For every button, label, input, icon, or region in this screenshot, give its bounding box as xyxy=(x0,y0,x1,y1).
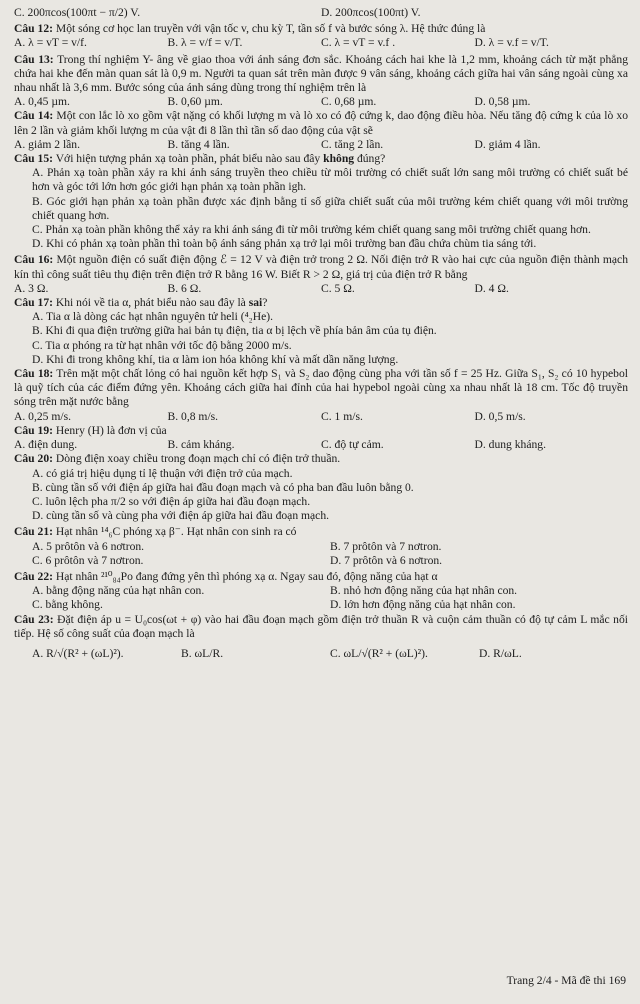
option-d: D. 0,58 µm. xyxy=(474,95,531,109)
question-stem-end: đúng? xyxy=(354,152,386,166)
question-stem: Một nguồn điện có suất điện động ℰ = 12 V và điện trở trong 2 Ω. Nối điện trở R vào hai cực của nguồn điện thành mạch kín thì công suất tiêu thụ điện trên điện trở R bằng 16 W. Biết R > 2 Ω, giá trị của điện trở R bằng xyxy=(14,253,628,281)
question-22 xyxy=(14,570,628,613)
option-c: C. 0,68 µm. xyxy=(321,95,377,109)
option-c: C. độ tự cảm. xyxy=(321,438,384,452)
previous-question-options xyxy=(14,6,628,20)
question-16 xyxy=(14,253,628,296)
option-b: B. ωL/R. xyxy=(181,646,224,660)
option-b: B. 7 prôtôn và 7 nơtron. xyxy=(330,539,442,553)
option-b: B. 6 Ω. xyxy=(167,281,202,295)
option-d: D. 200πcos(100πt) V. xyxy=(321,6,421,19)
option-a: A. 5 prôtôn và 6 nơtron. xyxy=(32,539,145,553)
option-d: D. giảm 4 lần. xyxy=(474,137,541,151)
question-stem: Dòng điện xoay chiều trong đoạn mạch chỉ có điện trở thuần. xyxy=(55,452,341,466)
option-d: D. λ = v.f = v/T. xyxy=(474,36,549,50)
question-18 xyxy=(14,367,628,424)
question-17 xyxy=(14,296,628,367)
question-stem: Trên mặt một chất lỏng có hai nguồn kết hợp S₁ và S₂ dao động cùng pha với tần số f = 25 Hz. Giữa S₁, S₂ có 10 hypebol là quỹ tích của các điểm đứng yên. Khoảng cách giữa hai đỉnh của hai hypebol ngoài cùng xa nhau nhất là 18 cm. Tốc độ truyền sóng trên mặt nước bằng xyxy=(14,367,628,409)
option-c: C. bằng không. xyxy=(32,598,103,612)
option-a: A. 3 Ω. xyxy=(14,281,49,295)
question-label: Câu 19: xyxy=(14,423,53,437)
option-d: D. dung kháng. xyxy=(474,438,546,452)
option-d: D. cùng tần số và cùng pha với điện áp giữa hai đầu đoạn mạch. xyxy=(32,509,330,523)
option-a: A. 0,45 µm. xyxy=(14,95,70,109)
option-a: A. λ = vT = v/f. xyxy=(14,36,87,50)
option-c: C. tăng 2 lần. xyxy=(321,137,384,151)
question-stem: Một con lắc lò xo gồm vật nặng có khối lượng m và lò xo có độ cứng k, dao động điều hòa. Nếu tăng độ cứng k của lò xo lên 2 lần và giảm khối lượng m của vật đi 8 lần thì tần số dao động của vật sẽ xyxy=(14,109,628,137)
question-21 xyxy=(14,525,628,568)
option-b: B. Khi đi qua điện trường giữa hai bản tụ điện, tia α bị lệch về phía bản âm của tụ điện. xyxy=(32,324,437,338)
option-c: C. luôn lệch pha π/2 so với điện áp giữa hai đầu đoạn mạch. xyxy=(32,494,311,508)
option-d: D. 7 prôtôn và 6 nơtron. xyxy=(330,553,443,567)
option-c: C. Tia α phóng ra từ hạt nhân với tốc độ bằng 2000 m/s. xyxy=(32,338,292,352)
option-c: C. ωL/√(R² + (ωL)²). xyxy=(330,646,428,660)
question-stem: Đặt điện áp u = U₀cos(ωt + φ) vào hai đầu đoạn mạch gồm điện trở thuần R và cuộn cảm thuần có độ tự cảm L mắc nối tiếp. Hệ số công suất của đoạn mạch là xyxy=(14,612,628,640)
option-a: A. bằng động năng của hạt nhân con. xyxy=(32,584,205,598)
option-a: A. Tia α là dòng các hạt nhân nguyên tử heli (⁴₂He). xyxy=(32,310,273,324)
option-c: C. 5 Ω. xyxy=(321,281,355,295)
option-b: B. λ = v/f = v/T. xyxy=(167,36,243,50)
question-label: Câu 20: xyxy=(14,452,53,466)
option-d: D. 4 Ω. xyxy=(474,281,509,295)
question-stem: Hạt nhân ¹⁴₆C phóng xạ β⁻. Hạt nhân con sinh ra có xyxy=(55,525,297,539)
option-d: D. 0,5 m/s. xyxy=(474,409,526,423)
question-13 xyxy=(14,53,628,110)
question-label: Câu 21: xyxy=(14,525,53,539)
option-a: A. giảm 2 lần. xyxy=(14,137,81,151)
option-c: C. 1 m/s. xyxy=(321,409,363,423)
question-stem: Trong thí nghiệm Y- âng về giao thoa với ánh sáng đơn sắc. Khoảng cách hai khe là 1,2 mm, khoảng cách từ mặt phẳng chứa hai khe đến màn quan sát là 0,9 m. Người ta quan sát trên màn được 9 vân sáng, khoảng cách giữa hai vân sáng ngoài cùng xa nhau nhất là 3,6 mm. Bước sóng của ánh sáng dùng trong thí nghiệm trên là xyxy=(14,52,628,95)
option-d: D. R/ωL. xyxy=(479,646,522,660)
option-a: A. điện dung. xyxy=(14,438,78,452)
option-c: C. Phản xạ toàn phần không thể xảy ra khi ánh sáng đi từ môi trường kém chiết quang sang môi trường chiết quang hơn. xyxy=(32,223,591,237)
question-label: Câu 17: xyxy=(14,296,53,310)
question-19 xyxy=(14,424,628,452)
question-stem-end: ? xyxy=(262,296,268,310)
option-d: D. Khi đi trong không khí, tia α làm ion hóa không khí và mất dần năng lượng. xyxy=(32,352,399,366)
question-label: Câu 13: xyxy=(14,52,54,66)
page-footer: Trang 2/4 - Mã đề thi 169 xyxy=(506,973,626,987)
option-a: A. Phản xạ toàn phần xảy ra khi ánh sáng truyền theo chiều từ môi trường có chiết suất lớn sang môi trường có chiết suất bé hơn và góc tới lớn hơn góc giới hạn phản xạ toàn phần igh. xyxy=(32,166,628,194)
question-stem: Một sóng cơ học lan truyền với vận tốc v, chu kỳ T, tần số f và bước sóng λ. Hệ thức đúng là xyxy=(55,22,486,36)
question-23 xyxy=(14,613,628,662)
option-b: B. cảm kháng. xyxy=(167,438,235,452)
question-stem: Henry (H) là đơn vị của xyxy=(55,423,167,437)
option-a: A. có giá trị hiệu dụng tỉ lệ thuận với điện trở của mạch. xyxy=(32,466,293,480)
option-b: B. cùng tần số với điện áp giữa hai đầu đoạn mạch và có pha ban đầu luôn bằng 0. xyxy=(32,480,414,494)
question-stem: Hạt nhân ²¹⁰₈₄Po đang đứng yên thì phóng xạ α. Ngay sau đó, động năng của hạt α xyxy=(55,569,438,583)
option-c: C. λ = vT = v.f . xyxy=(321,36,396,50)
question-14 xyxy=(14,109,628,152)
question-label: Câu 22: xyxy=(14,569,53,583)
option-d: D. Khi có phản xạ toàn phần thì toàn bộ ánh sáng phản xạ trở lại môi trường ban đầu chứa chùm tia sáng tới. xyxy=(32,237,537,251)
option-b: B. tăng 4 lần. xyxy=(167,137,230,151)
question-15 xyxy=(14,152,628,251)
question-stem: Với hiện tượng phản xạ toàn phần, phát biểu nào sau đây xyxy=(55,152,324,166)
question-label: Câu 14: xyxy=(14,109,54,123)
option-d: D. lớn hơn động năng của hạt nhân con. xyxy=(330,598,516,612)
question-20 xyxy=(14,452,628,523)
question-label: Câu 12: xyxy=(14,22,53,36)
option-b: B. nhỏ hơn động năng của hạt nhân con. xyxy=(330,584,518,598)
question-label: Câu 23: xyxy=(14,612,54,626)
emphasis-word: sai xyxy=(248,296,263,310)
question-stem: Khi nói về tia α, phát biểu nào sau đây là xyxy=(55,296,249,310)
emphasis-word: không xyxy=(323,152,355,166)
option-b: B. 0,60 µm. xyxy=(167,95,223,109)
question-label: Câu 18: xyxy=(14,367,54,381)
question-12 xyxy=(14,22,628,50)
question-label: Câu 16: xyxy=(14,253,54,267)
option-b: B. 0,8 m/s. xyxy=(167,409,219,423)
option-a: A. R/√(R² + (ωL)²). xyxy=(32,646,124,660)
option-b: B. Góc giới hạn phản xạ toàn phần được xác định bằng tỉ số giữa chiết suất của môi trường kém chiết quang với môi trường chiết quang hơn. xyxy=(32,194,628,222)
option-c: C. 200πcos(100πt − π/2) V. xyxy=(14,6,141,19)
option-c: C. 6 prôtôn và 7 nơtron. xyxy=(32,553,144,567)
question-label: Câu 15: xyxy=(14,152,53,166)
option-a: A. 0,25 m/s. xyxy=(14,409,72,423)
